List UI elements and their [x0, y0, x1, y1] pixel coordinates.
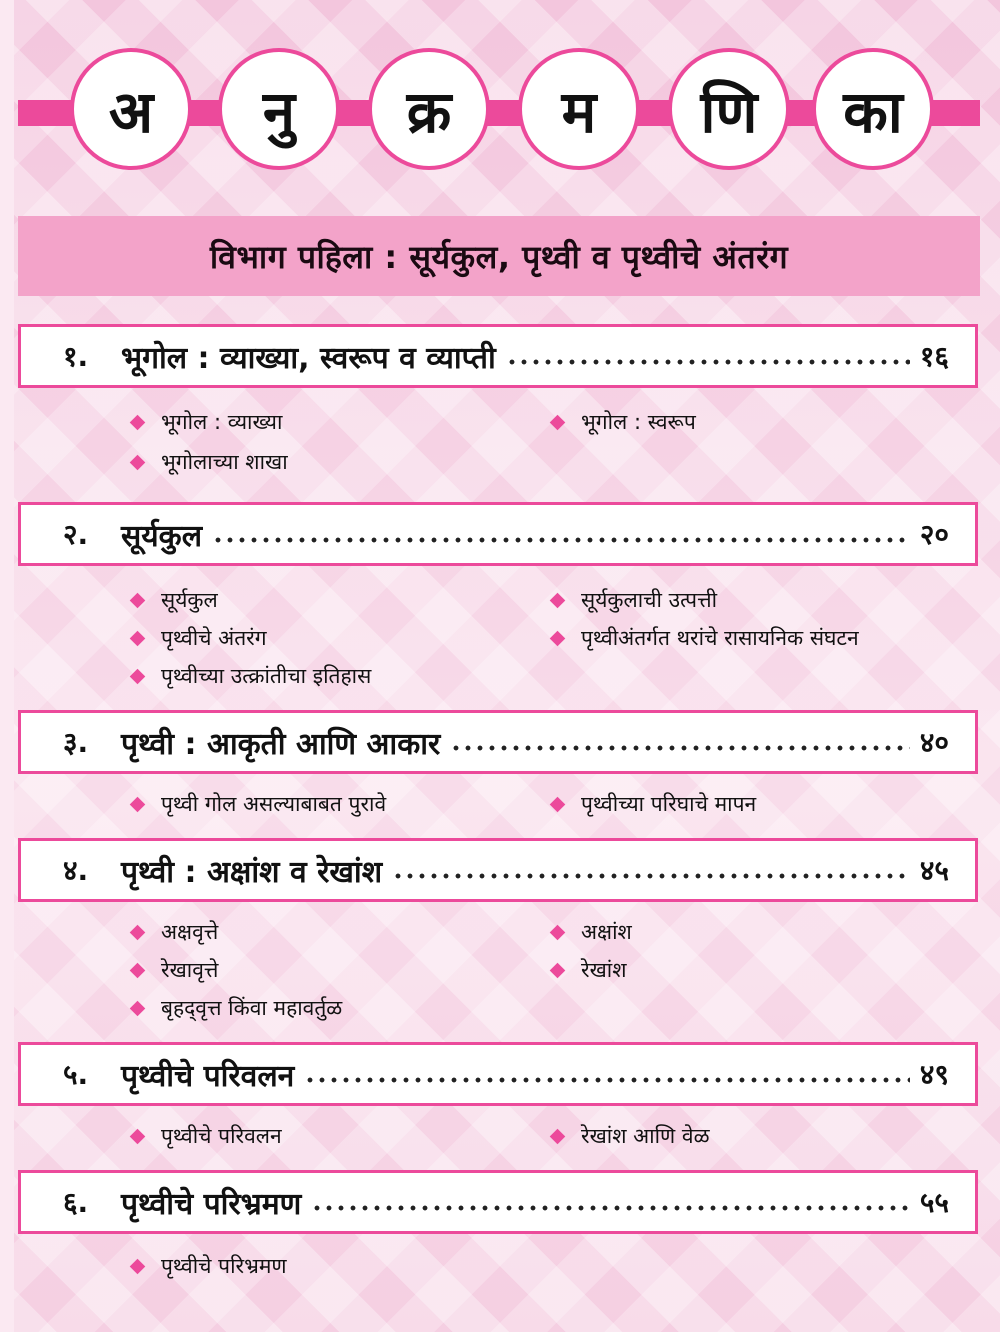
diamond-bullet-icon	[130, 1258, 146, 1274]
topic-item: भूगोलाच्या शाखा	[132, 448, 288, 476]
title-letter: नु	[218, 48, 340, 170]
chapter-page: ४९	[919, 1058, 949, 1091]
dot-leader	[311, 1203, 910, 1213]
title-letter: म	[518, 48, 640, 170]
chapter-page: २०	[919, 518, 949, 551]
topic-item: पृथ्वीअंतर्गत थरांचे रासायनिक संघटन	[552, 624, 859, 652]
diamond-bullet-icon	[550, 924, 566, 940]
dot-leader	[304, 1075, 910, 1085]
diamond-bullet-icon	[550, 796, 566, 812]
topic-item: सूर्यकुल	[132, 586, 218, 614]
topic-item: अक्षवृत्ते	[132, 918, 218, 946]
chapter-number: ४.	[63, 854, 89, 887]
chapter-title: पृथ्वी : अक्षांश व रेखांश	[121, 854, 383, 890]
diamond-bullet-icon	[550, 1128, 566, 1144]
diamond-bullet-icon	[550, 962, 566, 978]
chapter-title: पृथ्वीचे परिभ्रमण	[121, 1186, 302, 1222]
dot-leader	[506, 357, 910, 367]
chapter-page: ४५	[919, 854, 949, 887]
chapter-title: पृथ्वीचे परिवलन	[121, 1058, 295, 1094]
chapter-title: सूर्यकुल	[121, 518, 203, 554]
chapter-row-2[interactable]	[18, 502, 978, 566]
topic-item: पृथ्वीचे अंतरंग	[132, 624, 267, 652]
chapter-row-5[interactable]	[18, 1042, 978, 1106]
chapter-title: पृथ्वी : आकृती आणि आकार	[121, 726, 441, 762]
diamond-bullet-icon	[130, 454, 146, 470]
diamond-bullet-icon	[130, 962, 146, 978]
diamond-bullet-icon	[550, 592, 566, 608]
section-banner	[18, 216, 980, 296]
dot-leader	[450, 743, 910, 753]
topic-item: पृथ्वीचे परिभ्रमण	[132, 1252, 287, 1280]
diamond-bullet-icon	[130, 1000, 146, 1016]
diamond-bullet-icon	[130, 796, 146, 812]
chapter-number: १.	[63, 340, 89, 373]
title-letter: अ	[70, 48, 192, 170]
chapter-number: ५.	[63, 1058, 89, 1091]
topic-item: अक्षांश	[552, 918, 632, 946]
diamond-bullet-icon	[130, 668, 146, 684]
diamond-bullet-icon	[550, 414, 566, 430]
topic-item: रेखांश	[552, 956, 627, 984]
diamond-bullet-icon	[550, 630, 566, 646]
diamond-bullet-icon	[130, 592, 146, 608]
topic-item: पृथ्वीच्या उत्क्रांतीचा इतिहास	[132, 662, 371, 690]
chapter-number: ३.	[63, 726, 89, 759]
chapter-page: १६	[919, 340, 949, 373]
topic-item: पृथ्वी गोल असल्याबाबत पुरावे	[132, 790, 386, 818]
chapter-number: ६.	[63, 1186, 89, 1219]
diamond-bullet-icon	[130, 1128, 146, 1144]
topic-item: भूगोल : व्याख्या	[132, 408, 282, 436]
page-title	[70, 48, 930, 178]
title-letter: णि	[668, 48, 790, 170]
diamond-bullet-icon	[130, 630, 146, 646]
diamond-bullet-icon	[130, 924, 146, 940]
chapter-row-6[interactable]	[18, 1170, 978, 1234]
chapter-page: ४०	[919, 726, 949, 759]
diamond-bullet-icon	[130, 414, 146, 430]
chapter-page: ५५	[919, 1186, 949, 1219]
dot-leader	[392, 871, 910, 881]
topic-item: पृथ्वीच्या परिघाचे मापन	[552, 790, 756, 818]
topic-item: भूगोल : स्वरूप	[552, 408, 696, 436]
topic-item: रेखावृत्ते	[132, 956, 218, 984]
title-letter: क्र	[368, 48, 490, 170]
page-edge	[0, 0, 14, 1332]
chapter-row-4[interactable]	[18, 838, 978, 902]
topic-item: बृहद्‌वृत्त किंवा महावर्तुळ	[132, 994, 342, 1022]
topic-item: पृथ्वीचे परिवलन	[132, 1122, 282, 1150]
dot-leader	[212, 535, 910, 545]
title-letter: का	[812, 48, 934, 170]
topic-item: सूर्यकुलाची उत्पत्ती	[552, 586, 717, 614]
chapter-row-3[interactable]	[18, 710, 978, 774]
chapter-title: भूगोल : व्याख्या, स्वरूप व व्याप्ती	[121, 340, 496, 376]
topic-item: रेखांश आणि वेळ	[552, 1122, 710, 1150]
chapter-row-1[interactable]	[18, 324, 978, 388]
section-title: विभाग पहिला : सूर्यकुल, पृथ्वी व पृथ्वीचे अंतरंग	[209, 237, 789, 276]
chapter-number: २.	[63, 518, 89, 551]
